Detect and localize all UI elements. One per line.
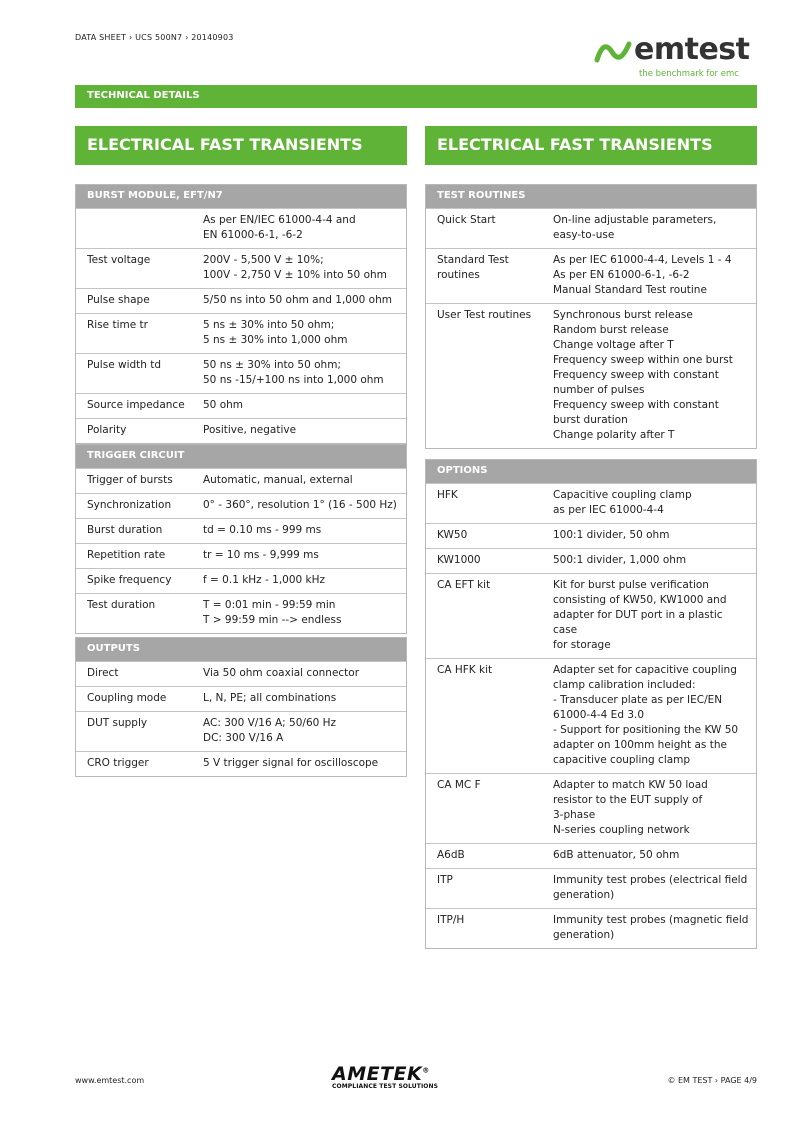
- table-heading: OUTPUTS: [76, 638, 406, 661]
- row-value: 6dB attenuator, 50 ohm: [553, 849, 680, 861]
- row-value: 5 V trigger signal for oscilloscope: [203, 757, 379, 769]
- row-value: 500:1 divider, 1,000 ohm: [553, 554, 687, 566]
- row-value: T = 0:01 min - 99:59 min T > 99:59 min --> endless: [203, 599, 342, 626]
- row-label: Source impedance: [87, 399, 185, 411]
- row-label: Quick Start: [437, 214, 496, 226]
- right-column: [425, 126, 757, 941]
- table-row: [426, 773, 756, 843]
- row-label: ITP: [437, 874, 453, 886]
- row-value: Immunity test probes (electrical field generation): [553, 874, 748, 901]
- table-row: [426, 523, 756, 548]
- row-value: 50 ohm: [203, 399, 244, 411]
- table-row: [426, 483, 756, 523]
- row-label: User Test routines: [437, 309, 532, 321]
- row-value: AC: 300 V/16 A; 50/60 Hz DC: 300 V/16 A: [203, 717, 337, 744]
- table-row: [76, 288, 406, 313]
- table-row: [76, 543, 406, 568]
- table-heading: TRIGGER CIRCUIT: [76, 445, 406, 468]
- spec-table-trigger-circuit: [75, 444, 407, 634]
- row-value: Capacitive coupling clamp as per IEC 61000-4-4: [553, 489, 692, 516]
- table-heading: OPTIONS: [426, 460, 756, 483]
- row-label: Synchronization: [87, 499, 172, 511]
- footer-page-number: © EM TEST › PAGE 4/9: [667, 1076, 757, 1085]
- table-row: [426, 248, 756, 303]
- row-label: CRO trigger: [87, 757, 149, 769]
- row-value: tr = 10 ms - 9,999 ms: [203, 549, 319, 561]
- row-label: DUT supply: [87, 717, 148, 729]
- emtest-logo: [594, 32, 758, 82]
- ametek-logo: [332, 1063, 462, 1090]
- row-value: Immunity test probes (magnetic field generation): [553, 914, 749, 941]
- row-value: 200V - 5,500 V ± 10%; 100V - 2,750 V ± 10% into 50 ohm: [203, 254, 387, 281]
- row-label: Repetition rate: [87, 549, 166, 561]
- ametek-name: AMETEK: [332, 1063, 423, 1085]
- row-value: On-line adjustable parameters, easy-to-use: [553, 214, 717, 241]
- table-row: [76, 568, 406, 593]
- table-row: [76, 518, 406, 543]
- row-label: KW1000: [437, 554, 481, 566]
- table-row: [76, 353, 406, 393]
- row-value: Adapter set for capacitive coupling clamp calibration included: - Transducer plate as per IEC/EN 61000-4-4 Ed 3.0 - Support for positioning the KW 50 adapter on 100mm height as the capacitive coupling clamp: [553, 664, 739, 766]
- table-row: [426, 573, 756, 658]
- table-row: [76, 661, 406, 686]
- table-row: [76, 208, 406, 248]
- table-row: [426, 908, 756, 948]
- table-heading: TEST ROUTINES: [426, 185, 756, 208]
- row-label: KW50: [437, 529, 468, 541]
- row-label: Direct: [87, 667, 119, 679]
- table-row: [426, 843, 756, 868]
- wave-icon: [594, 40, 632, 64]
- row-label: Rise time tr: [87, 319, 148, 331]
- table-row: [426, 658, 756, 773]
- row-label: Trigger of bursts: [87, 474, 173, 486]
- table-row: [76, 313, 406, 353]
- column-title: ELECTRICAL FAST TRANSIENTS: [75, 126, 407, 165]
- spec-table-options: [425, 459, 757, 949]
- registered-mark: ®: [422, 1066, 430, 1075]
- row-label: A6dB: [437, 849, 465, 861]
- table-row: [76, 711, 406, 751]
- left-column: [75, 126, 407, 769]
- row-label: [76, 213, 203, 243]
- row-label: Test duration: [87, 599, 156, 611]
- row-label: CA HFK kit: [437, 664, 493, 676]
- spec-table-burst-module-eft-n7: [75, 184, 407, 444]
- table-row: [426, 548, 756, 573]
- row-label: Standard Test routines: [437, 254, 509, 281]
- section-title: TECHNICAL DETAILS: [75, 85, 757, 108]
- row-label: Polarity: [87, 424, 127, 436]
- row-label: HFK: [437, 489, 458, 501]
- row-value: f = 0.1 kHz - 1,000 kHz: [203, 574, 326, 586]
- row-value: Positive, negative: [203, 424, 297, 436]
- row-label: ITP/H: [437, 914, 465, 926]
- table-heading: BURST MODULE, EFT/N7: [76, 185, 406, 208]
- row-value: Synchronous burst release Random burst release Change voltage after T Frequency sweep within one burst Frequency sweep with constant number of pulses Frequency sweep with constant burst duration Change polarity after T: [553, 309, 733, 441]
- row-value: As per EN/IEC 61000-4-4 and EN 61000-6-1, -6-2: [203, 214, 356, 241]
- row-value: 100:1 divider, 50 ohm: [553, 529, 670, 541]
- table-row: [426, 208, 756, 248]
- row-label: CA EFT kit: [437, 579, 491, 591]
- table-row: [76, 248, 406, 288]
- row-value: td = 0.10 ms - 999 ms: [203, 524, 322, 536]
- row-value: L, N, PE; all combinations: [203, 692, 337, 704]
- row-label: Spike frequency: [87, 574, 172, 586]
- row-label: Pulse width td: [87, 359, 162, 371]
- breadcrumb: DATA SHEET › UCS 500N7 › 20140903: [75, 33, 234, 42]
- row-value: Via 50 ohm coaxial connector: [203, 667, 360, 679]
- row-value: 50 ns ± 30% into 50 ohm; 50 ns -15/+100 ns into 1,000 ohm: [203, 359, 384, 386]
- table-row: [76, 493, 406, 518]
- brand-tagline: the benchmark for emc: [639, 69, 739, 79]
- row-value: 5/50 ns into 50 ohm and 1,000 ohm: [203, 294, 392, 306]
- table-row: [76, 751, 406, 776]
- column-title: ELECTRICAL FAST TRANSIENTS: [425, 126, 757, 165]
- ametek-subtitle: COMPLIANCE TEST SOLUTIONS: [332, 1083, 439, 1090]
- row-value: Automatic, manual, external: [203, 474, 353, 486]
- row-label: Pulse shape: [87, 294, 150, 306]
- row-label: CA MC F: [437, 779, 481, 791]
- table-row: [76, 418, 406, 443]
- row-value: 0° - 360°, resolution 1° (16 - 500 Hz): [203, 499, 397, 511]
- table-row: [76, 468, 406, 493]
- row-value: Adapter to match KW 50 load resistor to the EUT supply of 3-phase N-series coupling network: [553, 779, 708, 836]
- table-row: [76, 393, 406, 418]
- brand-name: emtest: [634, 32, 750, 67]
- row-value: As per IEC 61000-4-4, Levels 1 - 4 As per EN 61000-6-1, -6-2 Manual Standard Test routine: [553, 254, 732, 296]
- row-value: Kit for burst pulse verification consisting of KW50, KW1000 and adapter for DUT port in a plastic case for storage: [553, 579, 727, 651]
- footer-website: www.emtest.com: [75, 1076, 145, 1085]
- spec-table-outputs: [75, 637, 407, 777]
- row-label: Test voltage: [87, 254, 151, 266]
- table-row: [426, 303, 756, 448]
- table-row: [76, 593, 406, 633]
- table-row: [426, 868, 756, 908]
- row-label: Burst duration: [87, 524, 163, 536]
- table-row: [76, 686, 406, 711]
- row-label: Coupling mode: [87, 692, 167, 704]
- spec-table-test-routines: [425, 184, 757, 449]
- row-value: 5 ns ± 30% into 50 ohm; 5 ns ± 30% into 1,000 ohm: [203, 319, 348, 346]
